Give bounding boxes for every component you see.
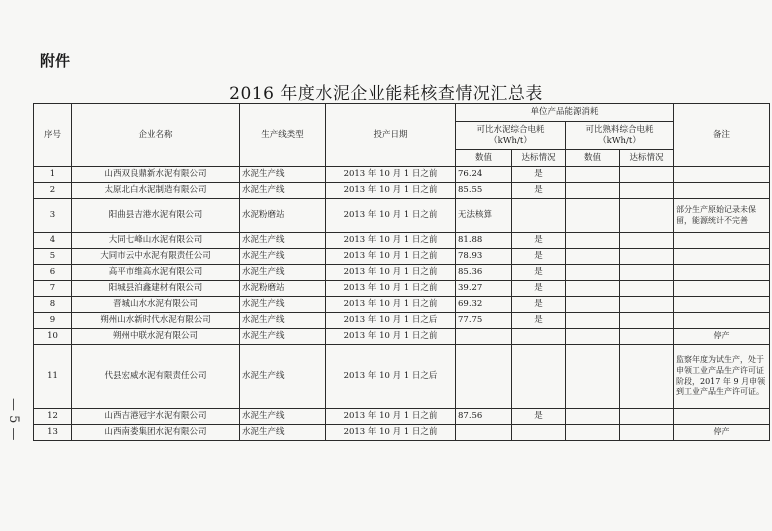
remark bbox=[674, 297, 770, 313]
clinker-power-status bbox=[620, 409, 674, 425]
company-name: 阳曲县吉港水泥有限公司 bbox=[72, 199, 240, 233]
header-line-type: 生产线类型 bbox=[240, 104, 326, 167]
page-number: — 5 — bbox=[6, 398, 21, 441]
line-type: 水泥生产线 bbox=[240, 249, 326, 265]
commission-date: 2013 年 10 月 1 日之前 bbox=[326, 167, 456, 183]
clinker-power-value bbox=[566, 183, 620, 199]
table-row bbox=[34, 425, 770, 441]
remark bbox=[674, 233, 770, 249]
clinker-power-status bbox=[620, 249, 674, 265]
cement-power-status: 是 bbox=[512, 167, 566, 183]
commission-date: 2013 年 10 月 1 日之前 bbox=[326, 425, 456, 441]
row-no: 4 bbox=[34, 233, 72, 249]
cement-power-status: 是 bbox=[512, 265, 566, 281]
company-name: 太原北白水泥制造有限公司 bbox=[72, 183, 240, 199]
clinker-power-value bbox=[566, 297, 620, 313]
header-clinker-status: 达标情况 bbox=[620, 150, 674, 167]
clinker-power-status bbox=[620, 167, 674, 183]
commission-date: 2013 年 10 月 1 日之后 bbox=[326, 313, 456, 329]
remark bbox=[674, 281, 770, 297]
cement-power-value: 69.32 bbox=[456, 297, 512, 313]
clinker-power-status bbox=[620, 199, 674, 233]
table-row bbox=[34, 297, 770, 313]
table-row bbox=[34, 409, 770, 425]
cement-power-status: 是 bbox=[512, 249, 566, 265]
document-title: 2016 年度水泥企业能耗核查情况汇总表 bbox=[229, 84, 543, 104]
company-name: 朔州山水新时代水泥有限公司 bbox=[72, 313, 240, 329]
cement-power-value: 85.55 bbox=[456, 183, 512, 199]
cement-power-status: 是 bbox=[512, 183, 566, 199]
row-no: 1 bbox=[34, 167, 72, 183]
remark: 停产 bbox=[674, 425, 770, 441]
company-name: 山西吉港冠宇水泥有限公司 bbox=[72, 409, 240, 425]
remark bbox=[674, 249, 770, 265]
row-no: 7 bbox=[34, 281, 72, 297]
header-cement-power: 可比水泥综合电耗 （kWh/t） bbox=[456, 122, 566, 150]
clinker-power-value bbox=[566, 281, 620, 297]
cement-power-value bbox=[456, 329, 512, 345]
table-row bbox=[34, 265, 770, 281]
row-no: 3 bbox=[34, 199, 72, 233]
company-name: 山西双良鼎新水泥有限公司 bbox=[72, 167, 240, 183]
line-type: 水泥生产线 bbox=[240, 409, 326, 425]
commission-date: 2013 年 10 月 1 日之前 bbox=[326, 329, 456, 345]
clinker-power-status bbox=[620, 345, 674, 409]
table-row bbox=[34, 345, 770, 409]
remark: 监察年度为试生产，处于申领工业产品生产许可证阶段，2017 年 9 月申领到工业产品生产许可证。 bbox=[674, 345, 770, 409]
company-name: 晋城山水水泥有限公司 bbox=[72, 297, 240, 313]
remark bbox=[674, 183, 770, 199]
commission-date: 2013 年 10 月 1 日之前 bbox=[326, 297, 456, 313]
header-cement-value: 数值 bbox=[456, 150, 512, 167]
clinker-power-status bbox=[620, 281, 674, 297]
line-type: 水泥粉磨站 bbox=[240, 281, 326, 297]
energy-consumption-table bbox=[33, 103, 770, 441]
line-type: 水泥生产线 bbox=[240, 313, 326, 329]
cement-power-status: 是 bbox=[512, 409, 566, 425]
commission-date: 2013 年 10 月 1 日之前 bbox=[326, 265, 456, 281]
remark bbox=[674, 265, 770, 281]
cement-power-status bbox=[512, 425, 566, 441]
cement-power-status bbox=[512, 345, 566, 409]
remark: 停产 bbox=[674, 329, 770, 345]
clinker-power-value bbox=[566, 167, 620, 183]
cement-power-value bbox=[456, 425, 512, 441]
clinker-power-value bbox=[566, 329, 620, 345]
commission-date: 2013 年 10 月 1 日之前 bbox=[326, 233, 456, 249]
line-type: 水泥生产线 bbox=[240, 329, 326, 345]
row-no: 9 bbox=[34, 313, 72, 329]
company-name: 山西南娄集团水泥有限公司 bbox=[72, 425, 240, 441]
cement-power-value bbox=[456, 345, 512, 409]
header-unit-energy: 单位产品能源消耗 bbox=[456, 104, 674, 122]
row-no: 6 bbox=[34, 265, 72, 281]
table-row bbox=[34, 167, 770, 183]
clinker-power-value bbox=[566, 409, 620, 425]
clinker-power-value bbox=[566, 233, 620, 249]
company-name: 大同七峰山水泥有限公司 bbox=[72, 233, 240, 249]
cement-power-value: 无法核算 bbox=[456, 199, 512, 233]
commission-date: 2013 年 10 月 1 日之后 bbox=[326, 345, 456, 409]
remark bbox=[674, 409, 770, 425]
cement-power-value: 78.93 bbox=[456, 249, 512, 265]
line-type: 水泥生产线 bbox=[240, 183, 326, 199]
table-row bbox=[34, 281, 770, 297]
line-type: 水泥生产线 bbox=[240, 265, 326, 281]
remark bbox=[674, 313, 770, 329]
table-row bbox=[34, 199, 770, 233]
remark bbox=[674, 167, 770, 183]
cement-power-status: 是 bbox=[512, 233, 566, 249]
header-remarks: 备注 bbox=[674, 104, 770, 167]
row-no: 8 bbox=[34, 297, 72, 313]
clinker-power-status bbox=[620, 313, 674, 329]
cement-power-value: 76.24 bbox=[456, 167, 512, 183]
row-no: 12 bbox=[34, 409, 72, 425]
clinker-power-status bbox=[620, 265, 674, 281]
table-row bbox=[34, 183, 770, 199]
header-company: 企业名称 bbox=[72, 104, 240, 167]
line-type: 水泥生产线 bbox=[240, 167, 326, 183]
cement-power-value: 77.75 bbox=[456, 313, 512, 329]
cement-power-status: 是 bbox=[512, 297, 566, 313]
company-name: 大同市云中水泥有限责任公司 bbox=[72, 249, 240, 265]
cement-power-status: 是 bbox=[512, 313, 566, 329]
commission-date: 2013 年 10 月 1 日之前 bbox=[326, 183, 456, 199]
header-clinker-power: 可比熟料综合电耗 （kWh/t） bbox=[566, 122, 674, 150]
line-type: 水泥生产线 bbox=[240, 425, 326, 441]
clinker-power-status bbox=[620, 297, 674, 313]
line-type: 水泥生产线 bbox=[240, 345, 326, 409]
clinker-power-status bbox=[620, 233, 674, 249]
company-name: 代县宏威水泥有限责任公司 bbox=[72, 345, 240, 409]
header-date: 投产日期 bbox=[326, 104, 456, 167]
header-cement-status: 达标情况 bbox=[512, 150, 566, 167]
header-clinker-value: 数值 bbox=[566, 150, 620, 167]
row-no: 2 bbox=[34, 183, 72, 199]
remark: 部分生产原始记录未保留，能源统计不完善 bbox=[674, 199, 770, 233]
header-no: 序号 bbox=[34, 104, 72, 167]
clinker-power-status bbox=[620, 425, 674, 441]
clinker-power-value bbox=[566, 265, 620, 281]
row-no: 11 bbox=[34, 345, 72, 409]
clinker-power-value bbox=[566, 425, 620, 441]
commission-date: 2013 年 10 月 1 日之前 bbox=[326, 281, 456, 297]
table-row bbox=[34, 313, 770, 329]
cement-power-value: 39.27 bbox=[456, 281, 512, 297]
company-name: 高平市维高水泥有限公司 bbox=[72, 265, 240, 281]
clinker-power-value bbox=[566, 345, 620, 409]
clinker-power-value bbox=[566, 313, 620, 329]
clinker-power-value bbox=[566, 249, 620, 265]
attachment-label: 附件 bbox=[40, 52, 71, 70]
row-no: 13 bbox=[34, 425, 72, 441]
line-type: 水泥生产线 bbox=[240, 233, 326, 249]
line-type: 水泥生产线 bbox=[240, 297, 326, 313]
commission-date: 2013 年 10 月 1 日之前 bbox=[326, 409, 456, 425]
cement-power-value: 85.36 bbox=[456, 265, 512, 281]
commission-date: 2013 年 10 月 1 日之前 bbox=[326, 249, 456, 265]
table-row bbox=[34, 233, 770, 249]
cement-power-status bbox=[512, 199, 566, 233]
row-no: 5 bbox=[34, 249, 72, 265]
cement-power-status: 是 bbox=[512, 281, 566, 297]
company-name: 朔州中联水泥有限公司 bbox=[72, 329, 240, 345]
row-no: 10 bbox=[34, 329, 72, 345]
table-row bbox=[34, 329, 770, 345]
cement-power-status bbox=[512, 329, 566, 345]
cement-power-value: 87.56 bbox=[456, 409, 512, 425]
clinker-power-status bbox=[620, 329, 674, 345]
company-name: 阳城县泊鑫建材有限公司 bbox=[72, 281, 240, 297]
table-row bbox=[34, 249, 770, 265]
cement-power-value: 81.88 bbox=[456, 233, 512, 249]
line-type: 水泥粉磨站 bbox=[240, 199, 326, 233]
commission-date: 2013 年 10 月 1 日之前 bbox=[326, 199, 456, 233]
clinker-power-status bbox=[620, 183, 674, 199]
clinker-power-value bbox=[566, 199, 620, 233]
